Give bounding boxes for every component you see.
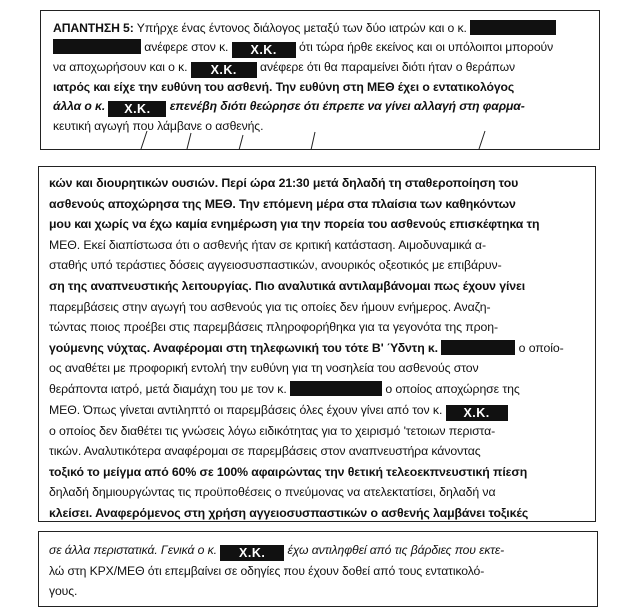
redaction-block	[290, 381, 382, 396]
text-line: ση της αναπνευστικής λειτουργίας. Πιο αναλυτικά αντιλαμβάνομαι πως έχουν γίνει	[49, 278, 526, 293]
redaction-block	[441, 340, 515, 355]
text-line: ο οποίος δεν διαθέτει τις γνώσεις λόγω ειδικότητας για το χειρισμό 'τετοιων περιστα-	[49, 423, 496, 438]
text-segment: Υπήρχε ένας έντονος διάλογος μεταξύ των δύο ιατρών και ο κ.	[133, 21, 467, 35]
text-segment: ανέφερε στον κ.	[141, 40, 229, 55]
text-line	[49, 400, 585, 421]
redaction-block	[470, 20, 556, 35]
text-line: ασθενούς αποχώρησα της ΜΕΘ. Την επόμενη μέρα στα πλαίσια των καθηκόντων	[49, 196, 516, 211]
text-line: ος αναθέτει με προφορική εντολή την ευθύνη για τη νοσηλεία του ασθενούς στον	[49, 361, 479, 376]
text-line: ΜΕΘ. Εκεί διαπίστωσα ότι ο ασθενής ήταν σε κριτική κατάσταση. Αιμοδυναμικά α-	[49, 237, 486, 252]
text-segment: σε άλλα περιστατικά. Γενικά ο κ.	[49, 543, 217, 557]
text-line: τοξικό το μείγμα από 60% σε 100% αφαιρώντας την θετική τελεοεκπνευστική πίεση	[49, 464, 528, 479]
text-line	[49, 379, 585, 400]
text-line: τικών. Αναλυτικότερα αναφέρομαι σε παρεμβάσεις στον αναπνευστήρα κάνοντας	[49, 444, 481, 459]
text-segment: θεράποντα ιατρό, μετά διαμάχη του με τον κ.	[49, 381, 287, 396]
text-line	[53, 97, 589, 117]
answer-heading: ΑΠΑΝΤΗΣΗ 5:	[53, 21, 134, 35]
text-line: λώ στη ΚΡΧ/ΜΕΘ ότι επεμβαίνει σε οδηγίες που έχουν δοθεί από τους εντατικολό-	[49, 564, 485, 578]
text-line: τώντας ποιος προέβει στις παρεμβάσεις πληροφορήθηκα για τα γεγονότα της προη-	[49, 320, 498, 335]
redaction-label-xk: Χ.Κ.	[191, 62, 257, 78]
text-segment: επενέβη διότι θεώρησε ότι έπρεπε να γίνει αλλαγή στη φαρμα-	[166, 99, 525, 114]
redaction-block	[53, 39, 141, 54]
text-line	[53, 58, 589, 78]
text-line	[53, 19, 589, 38]
text-segment: γούμενης νύχτας. Αναφέρομαι στη τηλεφωνική του τότε Β' Ύδντη κ.	[49, 340, 438, 355]
text-segment: ότι τώρα ήρθε εκείνος και οι υπόλοιποι μπορούν	[295, 40, 554, 55]
redaction-label-xk: Χ.Κ.	[232, 42, 296, 58]
text-line	[53, 38, 589, 58]
text-line: παρεμβάσεις στην αγωγή του ασθενούς για τις οποίες δεν ήμουν ενήμερος. Αναζη-	[49, 299, 491, 314]
text-line: μου και χωρίς να έχω καμία ενημέρωση για την πορεία του ασθενούς επισκέφτηκα τη	[49, 217, 540, 232]
text-line	[49, 540, 587, 561]
text-line	[49, 338, 585, 359]
text-line: σταθής υπό τεράστιες δόσεις αγγειοσυσπαστικών, ανουρικός οξεοτικός με επιβάρυν-	[49, 258, 502, 273]
text-line: κλείσει. Αναφερόμενος στη χρήση αγγειοσυσπαστικών ο ασθενής λαμβάνει τοξικές	[49, 505, 529, 520]
handwritten-strokes	[101, 129, 521, 150]
text-segment: έχω αντιληφθεί από τις βάρδιες που εκτε-	[284, 543, 505, 557]
text-segment: άλλα ο κ.	[53, 99, 106, 114]
text-segment: ο οποίο-	[515, 340, 564, 355]
redaction-label-xk: Χ.Κ.	[108, 101, 166, 117]
text-line: κών και διουρητικών ουσιών. Περί ώρα 21:30 μετά δηλαδή τη σταθεροποίηση του	[49, 176, 519, 190]
excerpt-box-testimony	[38, 166, 596, 522]
excerpt-box-conclusion	[38, 531, 598, 607]
redaction-label-xk: Χ.Κ.	[220, 545, 284, 561]
text-segment: ΜΕΘ. Όπως γίνεται αντιληπτό οι παρεμβάσεις όλες έχουν γίνει από τον κ.	[49, 402, 443, 417]
text-line: δηλαδή δημιουργώντας τις προϋποθέσεις ο πνεύμονας να ατελεκτατίσει, δηλαδή να	[49, 485, 496, 500]
excerpt-box-answer-5	[40, 10, 600, 150]
redaction-label-xk: Χ.Κ.	[446, 405, 508, 421]
text-line: ιατρός και είχε την ευθύνη του ασθενή. Την ευθύνη στη ΜΕΘ έχει ο εντατικολόγος	[53, 80, 515, 95]
text-segment: ανέφερε ότι θα παραμείνει διότι ήταν ο θεράπων	[256, 60, 515, 75]
text-segment: ο οποίος αποχώρησε της	[382, 381, 520, 396]
text-segment: να αποχωρήσουν και ο κ.	[53, 60, 188, 75]
text-line: κευτική αγωγή που λάμβανε ο ασθενής.	[53, 119, 264, 134]
text-line: γους.	[49, 584, 78, 598]
